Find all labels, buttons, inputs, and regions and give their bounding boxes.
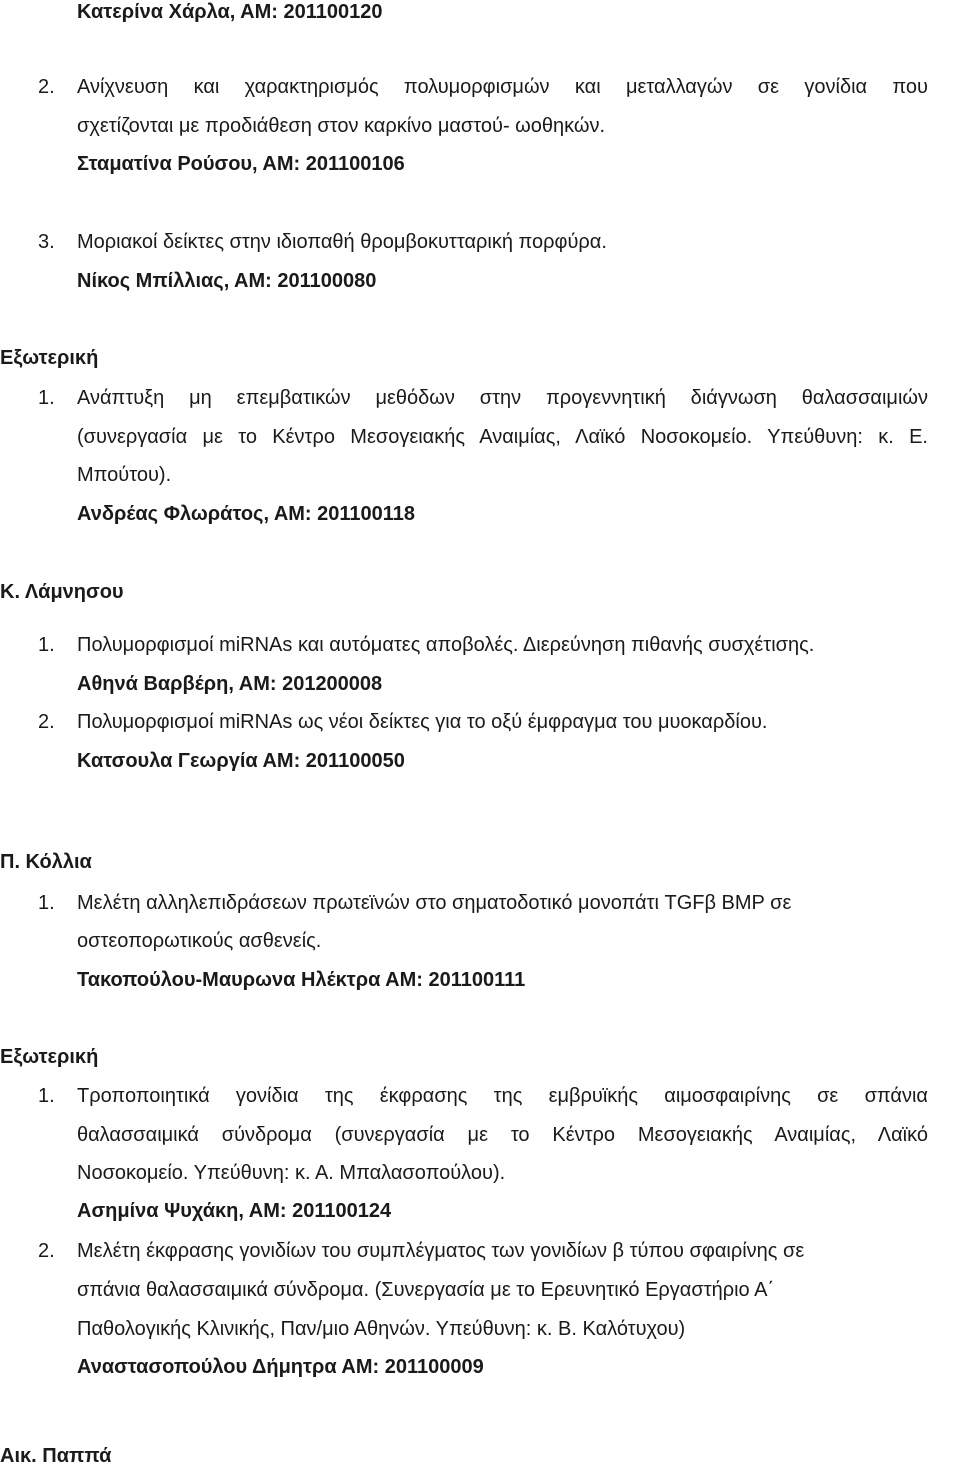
item-title-line: Νοσοκομείο. Υπεύθυνη: κ. Α. Μπαλασοπούλου). bbox=[77, 1162, 506, 1184]
item-title-line: Πολυμορφισμοί miRNAs ως νέοι δείκτες για το οξύ έμφραγμα του μυοκαρδίου. bbox=[77, 711, 768, 733]
item-title-line: Παθολογικής Κλινικής, Παν/μιο Αθηνών. Υπεύθυνη: κ. Β. Καλότυχου) bbox=[77, 1318, 686, 1340]
item-title-line: θαλασσαιμικά σύνδρομα (συνεργασία με το Κέντρο Μεσογειακής Αναιμίας, Λαϊκό bbox=[77, 1124, 928, 1146]
author-name: Νίκος Μπίλλιας, ΑΜ: 201100080 bbox=[77, 270, 377, 292]
author-name: Κατερίνα Χάρλα, ΑΜ: 201100120 bbox=[77, 1, 383, 23]
item-title-line: σχετίζονται με προδιάθεση στον καρκίνο μαστού- ωοθηκών. bbox=[77, 115, 606, 137]
section-heading: Αικ. Παππά bbox=[0, 1445, 112, 1467]
section-heading: Εξωτερική bbox=[0, 1046, 99, 1068]
section-heading: Κ. Λάμνησου bbox=[0, 581, 124, 603]
section-heading: Εξωτερική bbox=[0, 347, 99, 369]
author-name: Σταματίνα Ρούσου, ΑΜ: 201100106 bbox=[77, 153, 405, 175]
item-title-line: Ανάπτυξη μη επεμβατικών μεθόδων στην προγεννητική διάγνωση θαλασσαιμιών bbox=[77, 387, 928, 409]
item-title-line: (συνεργασία με το Κέντρο Μεσογειακής Αναιμίας, Λαϊκό Νοσοκομείο. Υπεύθυνη: κ. Ε. bbox=[77, 426, 928, 448]
item-number: 3. bbox=[38, 231, 55, 253]
item-title-line: Μοριακοί δείκτες στην ιδιοπαθή θρομβοκυτταρική πορφύρα. bbox=[77, 231, 607, 253]
item-title-line: σπάνια θαλασσαιμικά σύνδρομα. (Συνεργασία με το Ερευνητικό Εργαστήριο Α΄ bbox=[77, 1279, 775, 1301]
item-number: 1. bbox=[38, 1085, 55, 1107]
item-number: 1. bbox=[38, 892, 55, 914]
item-title-line: οστεοπορωτικούς ασθενείς. bbox=[77, 930, 322, 952]
item-number: 2. bbox=[38, 1240, 55, 1262]
item-title-line: Μπούτου). bbox=[77, 464, 172, 486]
item-title-line: Ανίχνευση και χαρακτηρισμός πολυμορφισμών και μεταλλαγών σε γονίδια που bbox=[77, 76, 928, 98]
item-number: 2. bbox=[38, 711, 55, 733]
item-number: 1. bbox=[38, 634, 55, 656]
author-name: Αθηνά Βαρβέρη, ΑΜ: 201200008 bbox=[77, 673, 383, 695]
item-number: 1. bbox=[38, 387, 55, 409]
section-heading: Π. Κόλλια bbox=[0, 851, 92, 873]
item-title-line: Μελέτη αλληλεπιδράσεων πρωτεϊνών στο σηματοδοτικό μονοπάτι TGFβ BMP σε bbox=[77, 892, 792, 914]
item-title-line: Τροποποιητικά γονίδια της έκφρασης της εμβρυϊκής αιμοσφαιρίνης σε σπάνια bbox=[77, 1085, 928, 1107]
item-title-line: Μελέτη έκφρασης γονιδίων του συμπλέγματος των γονιδίων β τύπου σφαιρίνης σε bbox=[77, 1240, 805, 1262]
author-name: Ανδρέας Φλωράτος, ΑΜ: 201100118 bbox=[77, 503, 416, 525]
author-name: Τακοπούλου-Μαυρωνα Ηλέκτρα ΑΜ: 201100111 bbox=[77, 969, 526, 991]
author-name: Ασημίνα Ψυχάκη, ΑΜ: 201100124 bbox=[77, 1200, 392, 1222]
author-name: Κατσουλα Γεωργία ΑΜ: 201100050 bbox=[77, 750, 405, 772]
author-name: Αναστασοπούλου Δήμητρα ΑΜ: 201100009 bbox=[77, 1356, 484, 1378]
item-title-line: Πολυμορφισμοί miRNAs και αυτόματες αποβολές. Διερεύνηση πιθανής συσχέτισης. bbox=[77, 634, 815, 656]
item-number: 2. bbox=[38, 76, 55, 98]
